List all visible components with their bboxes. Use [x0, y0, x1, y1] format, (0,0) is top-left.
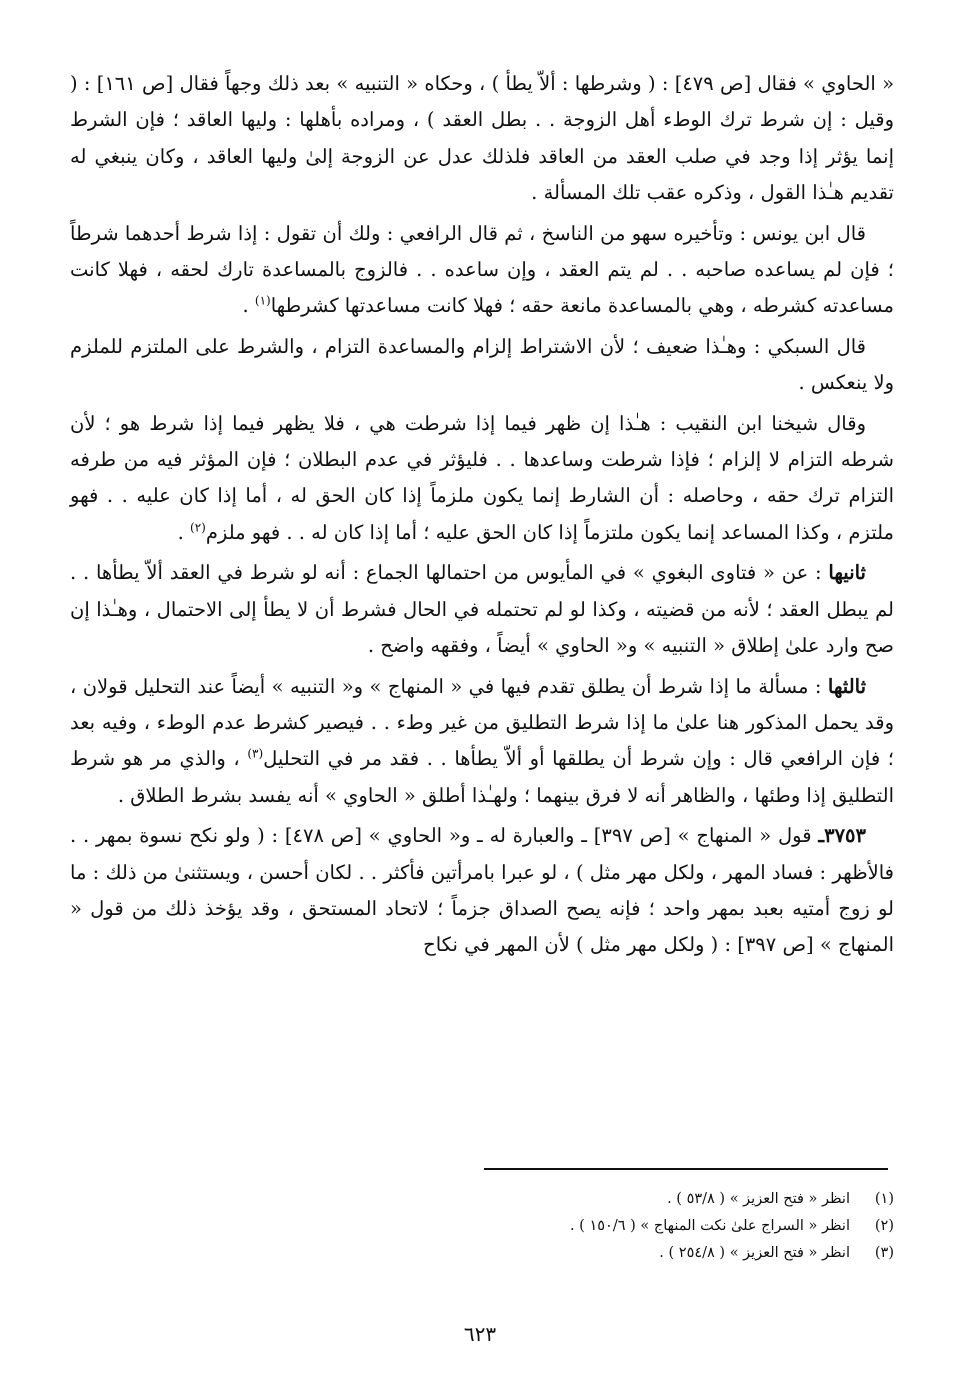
paragraph-4 — [70, 406, 894, 552]
paragraph-text: قال السبكي : وهـٰذا ضعيف ؛ لأن الاشتراط إلزام والمساعدة التزام ، والشرط على الملتزم للملزم ولا ينعكس . — [70, 334, 894, 395]
paragraph-text: قال ابن يونس : وتأخيره سهو من الناسخ ، ثم قال الرافعي : ولك أن تقول : إذا شرط أحدهما شرطاً ؛ فإن لم يساعده صاحبه . . لم يتم العقد ، وإن ساعده . . فالزوج بالمساعدة تارك لحقه ، فهلا كانت مساعدته كشرطه ، وهي بالمساعدة مانعة حقه ؛ فهلا كانت مساعدتها كشرطها — [70, 221, 894, 318]
paragraph-text: وقال شيخنا ابن النقيب : هـٰذا إن ظهر فيما إذا شرطت هي ، فلا يظهر فيما إذا شرط هو ؛ لأن شرطه التزام لا إلزام ؛ فإذا شرطت وساعدها . . فليؤثر في عدم البطلان ؛ فإن المؤثر فيه من طرفه التزام ترك حقه ، وحاصله : أن الشارط إنما يكون ملزماً إذا كان الحق له ، أما إذا كان عليه . . فهو ملتزم ، وكذا المساعد إنما يكون ملتزماً إذا كان الحق عليه ؛ أما إذا كان له . . فهو ملزم — [70, 411, 894, 544]
footnote-number: (٢) — [874, 1218, 894, 1234]
footnote-text: انظر « فتح العزيز » ( ٢٥٤/٨ ) . — [659, 1245, 850, 1261]
paragraph-text: : مسألة ما إذا شرط أن يطلق تقدم فيها في « المنهاج » و« التنبيه » أيضاً عند التحليل قولان ، وقد يحمل المذكور هنا علىٰ ما إذا شرط التطليق من غير وطء . . فيصير كشرط عدم الوطء ، وفيه بعد ؛ فإن الرافعي قال : وإن شرط أن يطلقها أو ألاّ يطأها . . فقد مر في التحليل — [70, 674, 894, 771]
footnote-2 — [300, 1213, 894, 1240]
footnote-3 — [300, 1240, 894, 1267]
paragraph-3 — [70, 329, 894, 402]
footnote-divider — [484, 1168, 888, 1170]
paragraph-text: قول « المنهاج » [ص ٣٩٧] ـ والعبارة له ـ و« الحاوي » [ص ٤٧٨] : ( ولو نكح نسوة بمهر . . فالأظهر : فساد المهر ، ولكل مهر مثل ) ، لو عبرا بامرأتين فأكثر . . لكان أحسن ، ويستثنىٰ من ذلك : ما لو زوج أمتيه بعبد بمهر واحد ؛ فإنه يصح الصداق جزماً ؛ لاتحاد المستحق ، وقد يؤخذ ذلك من قول « المنهاج » [ص ٣٩٧] : ( ولكل مهر مثل ) لأن المهر في نكاح — [70, 824, 894, 957]
paragraph-tail: ، والذي مر هو شرط التطليق إذا وطئها ، والظاهر أنه لا فرق بينهما ؛ ولهـٰذا أطلق « الحاوي » أنه يفسد بشرط الطلاق . — [70, 747, 894, 807]
paragraph-5 — [70, 555, 894, 664]
section-lead: ثانيها — [828, 561, 866, 585]
page-number: ٦٢٣ — [463, 1322, 497, 1346]
footnote-ref-1[interactable]: (١) — [254, 293, 271, 308]
paragraph-text: : عن « فتاوى البغوي » في المأيوس من احتمالها الجماع : أنه لو شرط في العقد ألاّ يطأها . . لم يبطل العقد ؛ لأنه من قضيته ، وكذا لو لم تحتمله في الحال فشرط أن لا يطأ إلى الاحتمال ، وهـٰذا إن صح وارد علىٰ إطلاق « التنبيه » و« الحاوي » أيضاً ، وفقهه واضح . — [70, 561, 894, 658]
paragraph-1 — [70, 66, 894, 212]
footnotes — [300, 1186, 894, 1267]
footnote-1 — [300, 1186, 894, 1213]
issue-number: ٣٧٥٣ـ — [818, 824, 867, 848]
footnote-number: (١) — [874, 1191, 894, 1207]
main-text — [70, 66, 894, 964]
footnote-number: (٣) — [874, 1245, 894, 1261]
footnote-ref-3[interactable]: (٣) — [247, 746, 264, 761]
footnote-ref-2[interactable]: (٢) — [190, 520, 206, 535]
paragraph-tail: . — [177, 520, 191, 544]
section-lead: ثالثها — [827, 674, 866, 698]
footnote-text: انظر « فتح العزيز » ( ٥٣/٨ ) . — [667, 1191, 850, 1207]
paragraph-7 — [70, 818, 894, 964]
paragraph-text: « الحاوي » فقال [ص ٤٧٩] : ( وشرطها : ألاّ يطأ ) ، وحكاه « التنبيه » بعد ذلك وجهاً فقال [ص ١٦١] : ( وقيل : إن شرط ترك الوطء أهل الزوجة . . بطل العقد ) ، ومراده بأهلها : وليها العاقد ؛ فإن الشرط إنما يؤثر إذا وجد في صلب العقد من العاقد فلذلك عدل عن الزوجة إلىٰ وليها العاقد ، وكان ينبغي له تقديم هـٰذا القول ، وذكره عقب تلك المسألة . — [70, 72, 894, 205]
paragraph-tail: . — [242, 294, 255, 318]
paragraph-6 — [70, 669, 894, 815]
paragraph-2 — [70, 216, 894, 325]
footnote-text: انظر « السراج علىٰ نكت المنهاج » ( ١٥٠/٦ ) . — [569, 1218, 850, 1234]
